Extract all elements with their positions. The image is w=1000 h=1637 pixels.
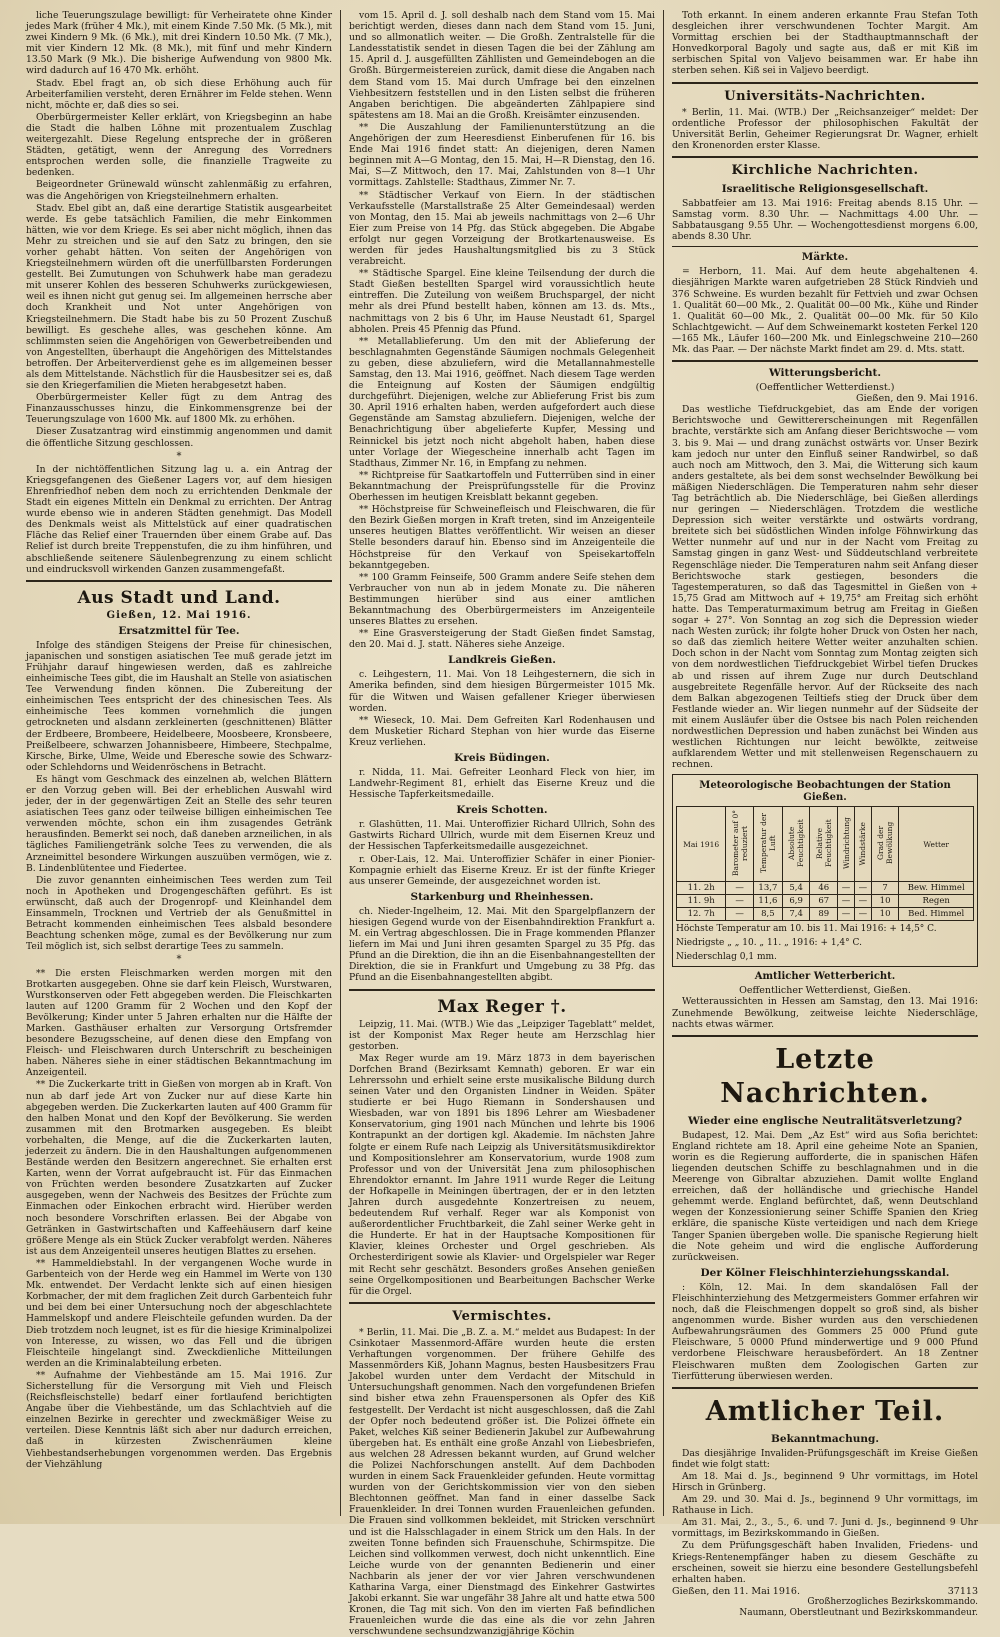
tea-paragraph: Es hängt vom Geschmack des einzelnen ab, welchen Blättern er den Vorzug geben will. Bei der erheblichen Auswahl wird jeder, der in der gegenwärtigen Zeit an Stelle des sehr teuren asiatischen Tees ganz oder teilweise billigen einheimischen Tee verwenden möchte, schon ein ihm zusagendes Getränk herausfinden. Bemerkt sei noch, daß daneben arzneilichen, in als tägliches Familiengetränk solche Tees zu verwenden, die als Arzneimittel besondere Wirkungen auszuüben vermögen, wie z. B. Lindenblütentee und Fiedertee. (26, 773, 332, 874)
met-cell: — (854, 908, 871, 921)
met-cell: — (854, 895, 871, 908)
landkreis-paragraph: ** Wieseck, 10. Mai. Dem Gefreiten Karl Rodenhausen und dem Musketier Richard Stephan von hier wurde das Eiserne Kreuz verliehen. (349, 714, 655, 748)
letzte-sub2: Der Kölner Fleischhinterziehungsskandal. (700, 1266, 950, 1279)
wetter-title: Witterungsbericht. (768, 367, 882, 380)
met-cell: — (838, 908, 855, 921)
met-cell: — (854, 882, 871, 895)
vermischtes-paras (349, 1327, 655, 1637)
bek-number: 37113 (947, 1585, 978, 1597)
wetter-para: Das westliche Tiefdruckgebiet, das am Ende der vorigen Berichtswoche und Gewittererscheinungen mit Regenfällen brachte, verstärkte sich am Anfang dieser Berichtswoche — vom 3. bis 9. Mai — und drang zunächst ostwärts vor. Unser Bezirk kam jedoch nur unter den Einfluß seiner Randwirbel, so daß auch noch am Mittwoch, den 3. Mai, die Witterung sich kaum anders gestaltete, als bei dem sonst wechselnder Bewölkung bei mäßigen Niederschlägen. Die Temperaturen nahm sehr dieser Tag beträchtlich ab. Die Niederschläge, bei Gießen allerdings nur geringen — Niederschlägen. Trotzdem die westliche Depression sich weiter verstärkte und ostwärts vordrang, breitete sich bei südöstlichen Winden infolge Föhnwirkung das Wetter nunmehr auf und nur in der Nacht vom Freitag zu Samstag gingen in ganz West- und Süddeutschland verbreitete Regenschläge nieder. Die Temperaturen nahm seit Anfang dieser Berichtswoche stark gestiegen, besonders die Tagestemperaturen, so daß das Tagesmittel in Gießen von + 15,75 Grad am Mittwoch auf + 19,75° am Freitag sich erhöht hatte. Das Temperaturmaximum betrug am Freitag in Gießen sogar + 27°. Von Sonntag an zog sich die Depression wieder nach Westen zurück; ihr folgte hoher Druck von Osten her nach, so daß das ziemlich heitere Wetter weiter anzuhalten schien. Doch schon in der Nacht vom Sonntag zum Montag zeigten sich von dem nordwestlichen Tiefdruckgebiet Wirbel tiefen Druckes ab und rissen auf ihrem Zuge nur durch Deutschland ausgebreitete Regenfälle hervor. Auf der Rückseite des nach dem Balkan abgezogenen Teiltiefs stieg der Druck über dem Festlande wieder an. Wir liegen nunmehr auf der Südseite der mit einem Ausläufer über die Ostsee bis nach Polen reichenden nordwestlichen Depression und haben zunächst bei Winden aus westlichen Richtungen nur leicht bewölkte, zeitweise aufklarendem Wetter und mit stellenweisen Regenschauern zu rechnen. (672, 404, 978, 771)
bek-paragraph: Am 31. Mai, 2., 3., 5., 6. und 7. Juni d. Js., beginnend 9 Uhr vormittags, im Bezirkskommando in Gießen. (672, 1517, 978, 1540)
amtl-wetter-title: Amtlicher Wetterbericht. (754, 971, 896, 983)
met-header-cell (810, 807, 838, 882)
meteorological-box (672, 774, 978, 967)
bek-paragraph: Am 29. und 30. Mai d. Js., beginnend 9 Uhr vormittags, im Rathause in Lich. (672, 1494, 978, 1517)
article-paragraph: Stadv. Ebel fragt an, ob sich diese Erhöhung auch für Arbeiterfamilien versteht, deren Ernährer im Felde stehen. Wenn nicht, möchte er, daß dies so sei. (26, 77, 332, 111)
met-row (677, 895, 974, 908)
reger-paragraph: Max Reger wurde am 19. März 1873 in dem bayerischen Dorfchen Brand (Bezirksamt Kemnath) geboren. Er war ein Lehrerssohn und erhielt seine erste musikalische Bildung durch seinen Vater und den Organisten Lindner in Weiden. Später studierte er bei Hugo Riemann in Sondershausen und Wiesbaden, war von 1891 bis 1896 Lehrer am Wiesbadener Konservatorium, ging 1901 nach München und lehrte bis 1906 Kontrapunkt an der dortigen kgl. Akademie. Im nächsten Jahre folgte er einem Rufe nach Leipzig als Universitätsmusikdirektor und Kompositionslehrer am Konservatorium, wurde 1908 zum Professor und von der Universität Jena zum philosophischen Ehrendoktor ernannt. Im Jahre 1911 wurde Reger die Leitung der Hofkapelle in Meiningen übertragen, der er in den letzten Jahren durch ausgedehnte Konzertreisen zu neuem, bedeutendem Ruf verhalf. Reger war als Komponist von außerordentlicher Fruchtbarkeit, die Zahl seiner Werke geht in die Hunderte. Er hat in der Hauptsache Kompositionen für Klavier, kleines Orchester und Orgel geschrieben. Als Orchesterdirigent sowie als Klavier- und Orgelspieler war Reger mit Recht sehr geschätzt. Besonders großes Ansehen genießen seine Orgelkompositionen und Bearbeitungen Bachscher Werke für die Orgel. (349, 1052, 655, 1297)
bek-date: Gießen, den 11. Mai 1916. (672, 1585, 800, 1597)
met-cell: 8,5 (754, 908, 783, 921)
met-row (677, 882, 974, 895)
buedingen-para: r. Nidda, 11. Mai. Gefreiter Leonhard Fleck von hier, im Landwehr-Regiment 81, erhielt das Eiserne Kreuz und die Hessische Tapferkeitsmedaille. (349, 767, 655, 801)
article-paragraph: Oberbürgermeister Keller erklärt, von Kriegsbeginn an habe die Stadt die halben Löhne mit prozentualem Zuschlag weitergezahlt. Diese Regelung entspreche der in größeren Städten, getätigt, wenn der Anregung des Vorredners entsprochen werden solle, die finanzielle Tragweite zu bedenken. (26, 111, 332, 179)
maerkte-title: Märkte. (801, 251, 849, 264)
news-paragraph: ** Die Auszahlung der Familienunterstützung an die Angehörigen der zum Heeresdienst Einberufenen für 16. bis Ende Mai 1916 findet statt: An diejenigen, deren Namen beginnen mit A—G Montag, den 15. Mai, H—R Dienstag, den 16. Mai, S—Z Mittwoch, den 17. Mai, Zahlstunden von 8—1 Uhr vormittags. Zahlstelle: Stadthaus, Zimmer Nr. 7. (349, 121, 655, 189)
news-paragraph: ** Die ersten Fleischmarken werden morgen mit den Brotkarten ausgegeben. Ohne sie darf kein Fleisch, Wurstwaren, Wurstkonserven oder Fett abgegeben werden. Die Fleischkarten lauten auf 1200 Gramm für 2 Wochen und den Kopf der Bevölkerung; Kinder unter 5 Jahren erhalten nur die Hälfte der Marken. Gasthäuser erhalten zur Versorgung Ortsfremder besondere Bezugsscheine, auf denen diese den Empfang von Fleisch- und Fleischwaren durch Unterschrift zu bescheinigen haben. Näheres siehe in einer städtischen Bekanntmachung im Anzeigenteil. (26, 967, 332, 1079)
tea-paragraph: Die zuvor genannten einheimischen Tees werden zum Teil noch in Apotheken und Drogengeschäften geführt. Es ist erwünscht, daß auch der Drogenropf- und Kleinhandel dem Einsammeln, Trocknen und Vertrieb der als Genußmittel in Betracht kommenden einheimischen Tees alsbald besondere Beachtung schenken möge, zumal es der Bevölkerung nur zum Teil möglich ist, sich selbst derartige Tees zu sammeln. (26, 874, 332, 953)
news-paragraph: ** Eine Grasversteigerung der Stadt Gießen findet Samstag, den 20. Mai d. J. statt. Näheres siehe Anzeige. (349, 628, 655, 651)
met-foot-min: Niedrigste „ „ 10. „ 11. „ 1916: + 1,4° C. (676, 938, 862, 949)
kirch-para: Sabbatfeier am 13. Mai 1916: Freitag abends 8.15 Uhr. — Samstag vorm. 8.30 Uhr. — Nachmittags 4.00 Uhr. — Sabbatausgang 9.55 Uhr. — Wochengottesdienst morgens 6.00, abends 8.30 Uhr. (672, 197, 978, 243)
met-cell: 7 (871, 882, 899, 895)
met-cell: 12. 7h (677, 908, 726, 921)
univ-title: Universitäts-Nachrichten. (724, 88, 926, 104)
met-header-cell (677, 807, 726, 882)
met-cell: — (726, 908, 754, 921)
schotten-paras (349, 819, 655, 887)
met-cell: Bew. Himmel (899, 882, 974, 895)
met-cell: — (726, 895, 754, 908)
news-paragraph: ** Die Zuckerkarte tritt in Gießen von morgen ab in Kraft. Von nun ab darf jede Art von Zucker nur auf diese Karte hin abgegeben werden. Die Zuckerkarten lauten auf 400 Gramm für den halben Monat und den Kopf der Bevölkerung. Sie werden zusammen mit den Brotmarken ausgegeben. Es bleibt vorbehalten, die Menge, auf die die Zuckerkarten lauten, jederzeit zu ändern. Die in den Haushaltungen aufgenommenen Bestände werden den Besitzern angerechnet. Sie erhalten erst Karten, wenn der Vorrat aufgebraucht ist. Für das Einmachen von Früchten werden besondere Zusatzkarten auf Zucker ausgegeben, wenn der Nachweis des Besitzes der Früchte zum Einmachen oder Einkochen erbracht wird. Hierüber werden noch besondere Vorschriften erlassen. Bei der Abgabe von Getränken in Gastwirtschaften und Kaffeehäusern darf keine größere Menge als ein Stück Zucker verabfolgt werden. Näheres ist aus dem Anzeigenteil unseres heutigen Blattes zu ersehen. (26, 1079, 332, 1257)
schotten-title: Kreis Schotten. (456, 804, 548, 817)
buedingen-title: Kreis Büdingen. (454, 752, 550, 764)
col1-news-paras (26, 968, 332, 1470)
bek-title: Bekanntmachung. (771, 1432, 879, 1445)
letzte-para1: Budapest, 12. Mai. Dem „Az Est“ wird aus Sofia berichtet: England richtete am 18. April eine geheime Note an Spanien, worin es die Regierung aufforderte, die in spanischen Häfen liegenden deutschen Schiffe zu beschlagnahmen und in die Meerenge von Gibraltar abzuziehen. Damit wollte England erreichen, daß der holländische und griechische Handel gehemmt werde. England befürchtet, daß, wenn Deutschland wegen der Konzessionierung seiner Schiffe Spanien den Krieg erkläre, die spanische Küste verteidigen und nach dem Kriege Tanger Spanien übergeben wolle. Die spanische Regierung hielt die Note geheim und wird die englische Aufforderung zurückweisen. (672, 1129, 978, 1263)
reger-paragraph: Leipzig, 11. Mai. (WTB.) Wie das „Leipziger Tageblatt“ meldet, ist der Komponist Max Reger heute am Herzschlag hier gestorben. (349, 1018, 655, 1052)
met-header-cell (726, 807, 754, 882)
landkreis-title: Landkreis Gießen. (448, 654, 556, 667)
met-cell: — (726, 882, 754, 895)
met-header-cell (871, 807, 899, 882)
met-header-label: Grad der Bewölkung (876, 822, 895, 865)
met-cell: 10 (871, 895, 899, 908)
reger-paras (349, 1019, 655, 1297)
news-paragraph: ** Hammeldiebstahl. In der vergangenen Woche wurde in Garbenteich von der Herde weg ein Hammel im Werte von 130 Mk. entwendet. Der Verdacht lenkte sich auf einen hiesigen Korbmacher, der mit dem fraglichen Zeit durch Garbenteich fuhr und bei dem bei einer Untersuchung noch der abgeschlachtete Hammelskopf und andere Fleischteile gefunden wurden. Da der Dieb trotzdem noch leugnet, ist es für die hiesige Kriminalpolizei von Interesse, zu wissen, wo das Fell und die übrigen Fleischteile hingelangt sind. Zweckdienliche Mitteilungen werden an die Kriminalabteilung erbeten. (26, 1257, 332, 1369)
vermischtes-paragraph: * Berlin, 11. Mai. Die „B. Z. a. M.“ meldet aus Budapest: In der Csinkotaer Massenmord-Affäre wurden heute die ersten Verhaftungen vorgenommen. Der frühere Gehilfe des Massenmörders Kiß, Johann Magnus, besten Hausbesitzers Frau Jakobel wurden unter dem Verdacht der Mitschuld in Untersuchungshaft genommen. Nach den vorgefundenen Briefen sind bisher etwa zehn Frauenspersonen als Opfer des Kiß festgestellt. Der Verdacht ist nicht ausgeschlossen, daß die Zahl der Opfer noch bedeutend größer ist. Die Polizei öffnete ein Paket, welches Kiß seiner Bedienerin Jakubel zur Aufbewahrung übergeben hat. Es enthält eine große Anzahl von Liebesbriefen, aus welchen 28 Adressen bekannt wurden, auf Grund welcher die Polizei Nachforschungen anstellt. Auf dem Dachboden wurden in einem Sack Frauenkleider gefunden. Heute vormittag wurden von der Gerichtskommission vier von den sieben Blechtonnen geöffnet. Man fand in einer dasselbe Sack Frauenkleider. In drei Tonnen wurden Frauenleichen gefunden. Die Frauen sind vollkommen bekleidet, mit Stricken verschnürt und ist die Halsschlagader in einem Strick um den Hals. In der zweiten Tonne befinden sich Frauenschuhe, Schirmspitze. Die Leichen sind vollkommen verwest, doch nicht unkenntlich. Eine Leiche wurde von der genannten Bedienerin und einer Nachbarin als jener der vor vier Jahren verschwundenen Katharina Varga, einer Dienstmagd des Einkehrer Gastwirtes Jakobi erkannt. Sie war ungefähr 38 Jahre alt und hatte etwa 500 Kronen, die Tag mit sich. Von den im vierten Faß befindlichen Frauenleichen wurde die das eine als die vor zehn Jahren verschwundene sechsundzwanzigjährige Köchin (349, 1326, 655, 1637)
met-title: Meteorologische Beobachtungen der Station Gießen. (699, 780, 951, 804)
tea-paragraph: Infolge des ständigen Steigens der Preise für chinesischen, japanischen und sonstigen asiatischen Tee muß gerade jetzt im Frühjahr darauf hingewiesen werden, daß es zahlreiche einheimische Tees gibt, die im Haushalt an Stelle von asiatischen Tee Verwendung finden können. Die Zubereitung der einheimischen Tees entspricht der des chinesischen Tees. Als einheimische Tees kommen vornehmlich die jungen getrockneten und alsdann zerkleinerten (geschnittenen) Blätter der Erdbeere, Brombeere, Heidelbeere, Moosbeere, Kronsbeere, Preißelbeere, schwarzen Johannisbeere, Himbeere, Stechpalme, Kirsche, Birke, Ulme, Weide und Eberesche sowie des Schwarz- oder Schlehdorns und Weidenröschens in Betracht. (26, 639, 332, 773)
tea-paras (26, 640, 332, 953)
news-paragraph: ** Städtischer Verkauf von Eiern. In der städtischen Verkaufsstelle (Marstallstraße 25 Alter Gemeindesaal) werden von Montag, den 15. Mai ab jeweils nachmittags von 2—6 Uhr Eier zum Preise von 14 Pfg. das Stück abgegeben. Die Abgabe erfolgt nur gegen Vorzeigung der Brotkartenausweise. Es werden für jedes Haushaltungsmitglied bis zu 3 Stück verabreicht. (349, 189, 655, 268)
met-cell: 13,7 (754, 882, 783, 895)
univ-para: * Berlin, 11. Mai. (WTB.) Der „Reichsanzeiger“ meldet: Der ordentliche Professor der philosophischen Fakultät der Universität Berlin, Geheimer Regierungsrat Dr. Wagner, erhielt den Kronenorden erster Klasse. (672, 106, 978, 151)
column-3 (663, 10, 986, 1618)
letzte-para2: : Köln, 12. Mai. In dem skandalösen Fall der Fleischhinterziehung des Metzgermeisters Gommer erfahren wir noch, daß die Fleischmengen doppelt so groß sind, als bisher angenommen wurde. Bisher wurden aus den verschiedenen Aufbewahrungsräumen des Gommers 25 000 Pfund gute Fleischware, 5 0000 Pfund minderwertige und 9 000 Pfund verdorbene Fleischware herausbefördert. An 18 Zentner Fleischwaren mußten dem Zoologischen Garten zur Tierfütterung überwiesen werden. (672, 1281, 978, 1382)
column-2 (340, 10, 663, 1637)
bek-paras (672, 1448, 978, 1585)
met-cell: 67 (810, 895, 838, 908)
news-paragraph: ** Metallablieferung. Um den mit der Ablieferung der beschlagnahmten Gegenstände Säumigen nochmals Gelegenheit zu geben, diese abzuliefern, wird die Metallannahmestelle Samstag, den 13. Mai 1916, geöffnet. Nach diesem Tage werden die Enteignung auf Kosten der Säumigen endgültig durchgeführt. Diejenigen, welche zur Ablieferung Frist bis zum 30. April 1916 erhalten haben, werden aufgefordert auch diese Gegenstände am Samstag abzuliefern. Diejenigen, welche der Benachrichtigung über abgelieferte Kupfer, Messing und Reinnickel bis jetzt noch nicht abgeholt haben, haben diese unter Vorlage der Wiegescheine innerhalb acht Tagen im Stadthaus, Zimmer Nr. 16, in Empfang zu nehmen. (349, 335, 655, 469)
met-header-label: Windrichtung (841, 817, 851, 870)
wetter-sub: (Oeffentlicher Wetterdienst.) (755, 382, 895, 394)
news-paragraph: ** Richtpreise für Saatkartoffeln und Futterrüben sind in einer Bekanntmachung der Preisprüfungsstelle für die Provinz Oberhessen im heutigen Kreisblatt bekannt gegeben. (349, 469, 655, 504)
met-header-cell (854, 807, 871, 882)
news-paragraph: ** Städtische Spargel. Eine kleine Teilsendung der durch die Stadt Gießen bestellten Spargel wird voraussichtlich heute eintreffen. Die Zuteilung von weißem Bruchspargel, der nicht mehr als drei Pfund bestellt haben, können am 13. ds. Mts., nachmittags von 2 bis 6 Uhr, im Hause Neustadt 61, Spargel abholen. Preis 45 Pfennig das Pfund. (349, 268, 655, 335)
kirch-sub: Israelitische Religionsgesellschaft. (721, 182, 929, 195)
met-cell: 11. 9h (677, 895, 726, 908)
met-cell: — (838, 882, 855, 895)
starkenburg-title: Starkenburg und Rheinhessen. (410, 890, 594, 903)
met-row (677, 908, 974, 921)
met-header-label: Wetter (923, 839, 949, 849)
met-cell: Regen (899, 895, 974, 908)
met-cell: 11,6 (754, 895, 783, 908)
wetter-date: Gießen, den 9. Mai 1916. (856, 393, 978, 405)
article-paragraph: Dieser Zusatzantrag wird einstimmig angenommen und damit die öffentliche Sitzung geschlossen. (26, 426, 332, 449)
bek-sig1: Großherzogliches Bezirkskommando. (807, 1596, 978, 1607)
maerkte-para: = Herborn, 11. Mai. Auf dem heute abgehaltenen 4. diesjährigen Markte waren aufgetrieben 28 Stück Rindvieh und 376 Schweine. Es wurden bezahlt für Fettvieh und zwar Ochsen 1. Qualität 60—00 Mk., 2. Qualität 00—00 Mk., Kühe und Rinder 1. Qualität 60—00 Mk., 2. Qualität 00—00 Mk. für 50 Kilo Schlachtgewicht. — Auf dem Schweinemarkt kosteten Ferkel 120—165 Mk., Läufer 160—200 Mk. und Einlegschweine 210—260 Mk. das Paar. — Der nächste Markt findet am 29. d. Mts. statt. (672, 266, 978, 355)
kirch-title: Kirchliche Nachrichten. (731, 162, 919, 178)
landkreis-paras (349, 669, 655, 748)
met-cell: 46 (810, 882, 838, 895)
article-paragraph: Stadv. Ebel gibt an, daß eine derartige Statistik ausgearbeitet werde. Es gebe tatsächlich Familien, die mehr Einkommen hätten, wie vor dem Kriege. Es sei aber nicht möglich, ihnen das Mehr zu streichen und sie auf den Satz zu bringen, den sie vorher gehabt hätten. Von seiten der Angehörigen von Kriegsteilnehmern würden oft die unerfüllbarsten Forderungen gestellt. Bei Zumutungen von Schuhwerk habe man geradezu mit unserer Kohlen des besseren Schuhwerks zurückgewiesen, weil es ihnen nicht gut genug sei. Im allgemeinen herrsche aber doch Krankheit und Not unter Angehörigen von Kriegsteilnehmern. Die Stadt habe bis zu 50 Prozent Zuschuß bewilligt. Es geschehe alles, was geschehen könne. Am schlimmsten seien die Angehörigen von Gewerbetreibenden und von Angestellten, überhaupt die Angehörigen des Mittelstandes betroffen. Der Arbeiterverdienst gehe es im allgemeinen besser als dem Mittelstande. Nächstlich für die Hausbesitzer sei es, daß sie den Kriegerfamilien die Mieten herabgesetzt haben. (26, 202, 332, 392)
col1-top-paras (26, 10, 332, 449)
met-header-cell (782, 807, 810, 882)
met-header-cell (754, 807, 783, 882)
met-cell: 5,4 (782, 882, 810, 895)
dateline: Gießen, 12. Mai 1916. (106, 609, 252, 621)
met-table (676, 806, 974, 921)
bek-sig2: Naumann, Oberstleutnant und Bezirkskommandeur. (739, 1608, 978, 1618)
met-header-cell (838, 807, 855, 882)
schotten-paragraph: r. Glashütten, 11. Mai. Unteroffizier Richard Ullrich, Sohn des Gastwirts Richard Ullrich, wurde mit dem Eisernen Kreuz und der Hessischen Tapferkeitsmedaille ausgezeichnet. (349, 819, 655, 853)
reger-title: Max Reger †. (437, 996, 567, 1017)
met-cell: 7,4 (782, 908, 810, 921)
met-foot-rain: Niederschlag 0,1 mm. (676, 952, 777, 963)
met-header-cell (899, 807, 974, 882)
landkreis-paragraph: c. Leihgestern, 11. Mai. Von 18 Leihgesternern, die sich in Amerika befinden, sind dem hiesigen Bürgermeister 1015 Mk. für die Witwen und Waisen gefallener Krieger überwiesen worden. (349, 669, 655, 714)
article-paragraph: Beigeordneter Grünewald wünscht zahlenmäßig zu erfahren, was die Angehörigen von Kriegsteilnehmern erhalten. (26, 179, 332, 202)
schotten-paragraph: r. Ober-Lais, 12. Mai. Unteroffizier Schäfer in einer Pionier-Kompagnie erhielt das Eiserne Kreuz. Er ist der fünfte Krieger aus unserer Gemeinde, der ausgezeichnet worden ist. (349, 853, 655, 887)
met-cell: 10 (871, 908, 899, 921)
vermischtes-title: Vermischtes. (452, 1308, 552, 1324)
article-paragraph: liche Teuerungszulage bewilligt: für Verheiratete ohne Kinder jedes Mark (früher 4 Mk.), mit einem Kinde 7.50 Mk. (5 Mk.), mit zwei Kindern 9 Mk. (6 Mk.), mit drei Kindern 10.50 Mk. (7 Mk.), mit vier Kindern 12 Mk. (8 Mk.), mit fünf und mehr Kindern 13.50 Mark (9 Mk.). Die bisherige Aufwendung von 9800 Mk. wird dadurch auf 16 470 Mk. erhöht. (26, 10, 332, 77)
bek-paragraph: Das diesjährige Invaliden-Prüfungsgeschäft im Kreise Gießen findet wie folgt statt: (672, 1447, 978, 1470)
met-cell: 6,9 (782, 895, 810, 908)
letzte-sub1: Wieder eine englische Neutralitätsverletzung? (687, 1114, 963, 1127)
article-paragraph: Oberbürgermeister Keller fügt zu dem Antrag des Finanzausschusses hinzu, die Einkommensgrenze bei der Teuerungszulage von 1600 Mk. auf 1800 Mk. zu erhöhen. (26, 392, 332, 426)
news-paragraph: ** 100 Gramm Feinseife, 500 Gramm andere Seife stehen dem Verbraucher von nun ab in jedem Monate zu. Die näheren Bestimmungen hierüber sind aus einer amtlichen Bekanntmachung des Oberbürgermeisters im Anzeigenteile unseres Blattes zu ersehen. (349, 571, 655, 628)
col2-news-paras (349, 10, 655, 650)
tea-title: Ersatzmittel für Tee. (118, 624, 240, 637)
news-paragraph: ** Aufnahme der Viehbestände am 15. Mai 1916. Zur Sicherstellung für die Versorgung mit Vieh und Fleisch (Reichsfleischstelle) bedarf einer fortlaufend berichtigten Angabe über die Viehbestände, um das Schlachtvieh auf die einzelnen Bezirke in gerechter und zweckmäßiger Weise zu verteilen. Diese Kenntnis läßt sich aber nur dadurch erreichen, daß in kürzesten Zwischenräumen kleine Viehbestandserhebungen vorgenommen werden. Das Ergebnis der Viehzählung (26, 1369, 332, 1470)
met-header-label: Barometer auf 0° reduziert (730, 810, 749, 877)
nonpublic-session-para: In der nichtöffentlichen Sitzung lag u. a. ein Antrag der Kriegsgefangenen des Gießener Lagers vor, auf dem hiesigen Ehrenfriedhof neben dem noch zu errichtenden Denkmale der Stadt ein eigenes Mitteln ein Denkmal zu errichten. Der Antrag wurde ebenso wie in anderen Städten genehmigt. Das Modell des Denkmals weist als Mittelstück auf einer quadratischen Fläche das Relief einer Trauernden über einem Grabe auf. Das Relief ist durch breite Treppenstufen, die zu ihm hinführen, und abschließende seitenere Säulenbegrenzung zu einem schlicht und eindrucksvoll wirkenden Ganzen zusammengefaßt. (26, 463, 332, 575)
met-header-label: Temperatur der Luft (758, 813, 777, 874)
letzte-title: Letzte Nachrichten. (720, 1043, 930, 1109)
met-header-label: Mai 1916 (683, 839, 720, 849)
met-foot-max: Höchste Temperatur am 10. bis 11. Mai 1916: + 14,5° C. (676, 924, 937, 935)
starkenburg-para: ch. Nieder-Ingelheim, 12. Mai. Mit den Spargelpflanzern der hiesigen Gegend wurde von der Eisenbahndirektion Frankfurt a. M. ein Vertrag abgeschlossen. Die in Frage kommenden Pflanzer liefern im Mai und Juni ihren gesamten Spargel zu 35 Pfg. das Pfund an die Direktion, die ihn an die Eisenbahnangestellten der Direktion, die sie in Frankfurt und Umgebung zu 38 Pfg. das Pfund an die Eisenbahnangestellten abgibt. (349, 905, 655, 984)
section-title-stadt-land: Aus Stadt und Land. (77, 587, 281, 608)
news-paragraph: ** Höchstpreise für Schweinefleisch und Fleischwaren, die für den Bezirk Gießen morgen in Kraft treten, sind im Anzeigenteile unseres heutigen Blattes veröffentlicht. Wir weisen an dieser Stelle besonders darauf hin. Ebenso sind im Anzeigenteile die Höchstpreise für den Verkauf von Speisekartoffeln bekanntgegeben. (349, 504, 655, 571)
met-cell: 11. 2h (677, 882, 726, 895)
amtl-teil-title: Amtlicher Teil. (705, 1395, 945, 1427)
col3-top-para: Toth erkannt. In einem anderen erkannte Frau Stefan Toth desgleichen ihrer verschwundenen Tochter Margit. Am Vormittag erschien bei der Stadthauptmannschaft der Honvedkorporal Bagoly und sagte aus, daß er mit Kiß im serbischen Spital von Valjevo beisammen war. Er habe ihn sterben sehen. Kiß sei in Valjevo beerdigt. (672, 10, 978, 77)
met-cell: — (838, 895, 855, 908)
bek-paragraph: Am 18. Mai d. Js., beginnend 9 Uhr vormittags, im Hotel Hirsch in Grünberg. (672, 1470, 978, 1493)
met-header-label: Relative Feuchtigkeit (814, 819, 833, 868)
met-cell: Bed. Himmel (899, 908, 974, 921)
news-paragraph: vom 15. April d. J. soll deshalb nach dem Stand vom 15. Mai berichtigt werden, dieses dann nach dem Stand vom 15. Juni, und so allmonatlich weiter. — Die Großh. Zentralstelle für die Landesstatistik sendet in diesen Tagen die bei der Zählung am 15. April d. J. ausgefüllten Zähllisten und Gemeindebogen an die Großh. Bürgermeistereien zurück, damit diese die Angaben nach dem Stand vom 15. Mai durch Umfrage bei den einzelnen Viehbesitzern feststellen und in den Listen selbst die früheren Angaben berichtigen. Die abgeänderten Zählpapiere sind spätestens am 18. Mai an die Großh. Kreisämter einzusenden. (349, 10, 655, 121)
met-header-label: Absolute Feuchtigkeit (787, 819, 806, 868)
amtl-wetter-sub: Oeffentlicher Wetterdienst, Gießen. (739, 985, 911, 997)
bek-paragraph: Zu dem Prüfungsgeschäft haben Invaliden, Friedens- und Kriegs-Rentenempfänger haben zu diesem Geschäfte zu erscheinen, soweit sie hierzu eine besondere Gestellungsbefehl erhalten haben. (672, 1540, 978, 1585)
column-1: liche Teuerungszulage bewilligt: für Verheiratete ohne Kinder jedes Mark (früher 4 Mk.), mit einem Kinde 7.50 Mk. (5 Mk.), mit zwei Kindern 9 Mk. (6 Mk.), mit drei Kindern 10.50 Mk. (7 Mk.), mit vier Kindern 12 Mk. (8 Mk.), mit fünf und mehr Kindern 13.50 Mark (9 Mk.). Die bisherige Aufwendung von 9800 Mk. wird dadurch auf 16 470 Mk. erhöht. Stadv. Ebel fragt an, ob sich diese Erhöhung auch für Arbeiterfamilien versteht, deren Ernährer im Felde stehen. Wenn nicht, möchte er, daß dies so sei. Oberbürgermeister Keller erklärt, von Kriegsbeginn an habe die Stadt die halben Löhne mit prozentualem Zuschlag weitergezahlt. Diese Regelung entspreche der in größeren Städten, getätigt, wenn der Anregung des Vorredners entsprochen werden solle, die finanzielle Tragweite zu bedenken. Beigeordneter Grünewald wünscht zahlenmäßig zu erfahren, was die Angehörigen von Kriegsteilnehmern erhalten. Stadv. Ebel gibt an, daß eine derartige Statistik ausgearbeitet werde. Es gebe tatsächlich Familien, die mehr Einkommen hätten, wie vor dem Kriege. Es sei aber nicht möglich, ihnen das Mehr zu streichen und sie auf den Satz zu bringen, den sie vorher gehabt hätten. Von seiten der Angehörigen von Kriegsteilnehmern würden oft die unerfüllbarsten Forderungen gestellt. Bei Zumutungen von Schuhwerk habe man geradezu mit unserer Kohlen des besseren Schuhwerks zurückgewiesen, weil es ihnen nicht gut genug sei. Im allgemeinen herrsche aber doch Krankheit und Not unter Angehörigen von Kriegsteilnehmern. Die Stadt habe bis zu 50 Prozent Zuschuß bewilligt. Es geschehe alles, was geschehen könne. Am schlimmsten seien die Angehörigen von Gewerbetreibenden und von Angestellten, überhaupt die Angehörigen des Mittelstandes betroffen. Der Arbeiterverdienst gehe es im allgemeinen besser als dem Mittelstande. Nächstlich für die Hausbesitzer sei es, daß sie den Kriegerfamilien die Mieten herabgesetzt haben. Oberbürgermeister Keller fügt zu dem Antrag des Finanzausschusses hinzu, die Einkommensgrenze bei der Teuerungszulage von 1600 Mk. auf 1800 Mk. zu erhöhen. Dieser Zusatzantrag wird einstimmig angenommen und damit die öffentliche Sitzung geschlossen. * In der nichtöffentlichen Sitzung lag u. a. ein Antrag der Kriegsgefangenen des Gießener Lagers vor, auf dem hiesigen Ehrenfriedhof neben dem noch zu errichtenden Denkmale der Stadt ein eigenes Mitteln ein Denkmal zu errichten. Der Antrag wurde ebenso wie in anderen Städten genehmigt. Das Modell des Denkmals weist als Mittelstück auf einer quadratischen Fläche das Relief einer Trauernden über einem Grabe auf. Das Relief ist durch breite Treppenstufen, die zu ihm hinführen, und abschließende seitenere Säulenbegrenzung zu einem schlicht und eindrucksvoll wirkenden Ganzen zusammengefaßt. Aus Stadt und Land. Gießen, 12. Mai 1916. Ersatzmittel für Tee. Infolge des ständigen Steigens der Preise für chinesischen, japanischen und sonstigen asiatischen Tee muß gerade jetzt im Frühjahr darauf hingewiesen werden, daß es zahlreiche einheimische Tees gibt, die im Haushalt an Stelle von asiatischen Tee Verwendung finden können. Die Zubereitung der einheimischen Tees entspricht der des chinesischen Tees. Als einheimische Tees kommen vornehmlich die jungen getrockneten und alsdann zerkleinerten (geschnittenen) Blätter der Erdbeere, Brombeere, Heidelbeere, Moosbeere, Kronsbeere, Preißelbeere, schwarzen Johannisbeere, Himbeere, Stechpalme, Kirsche, Birke, Ulme, Weide und Eberesche sowie des Schwarz- oder Schlehdorns und Weidenröschens in Betracht. Es hängt vom Geschmack des einzelnen ab, welchen Blättern er den Vorzug geben will. Bei der erheblichen Auswahl wird jeder, der in der gegenwärtigen Zeit an Stelle des sehr teuren asiatischen Tees ganz oder teilweise billigen einheimischen Tee verwenden möchte, schon ein ihm zusagendes Getränk herausfinden. Bemerkt sei noch, daß daneben arzneilichen, in als tägliches Familiengetränk solche Tees zu verwenden, die als Arzneimittel besondere Wirkungen auszuüben vermögen, wie z. B. Lindenblütentee und Fiedertee. Die zuvor genannten einheimischen Tees werden zum Teil noch in Apotheken und Drogengeschäften geführt. Es ist erwünscht, daß auch der Drogenropf- und Kleinhandel dem Einsammeln, Trocknen und Vertrieb der als Genußmittel in Betracht kommenden einheimischen Tees alsbald besondere Beachtung schenken möge, zumal es der Bevölkerung nur zum Teil möglich ist, sich selbst derartige Tees zu sammeln. * ** Die ersten Fleischmarken werden morgen mit den Brotkarten ausgegeben. Ohne sie darf kein Fleisch, Wurstwaren, Wurstkonserven oder Fett abgegeben werden. Die Fleischkarten lauten auf 1200 Gramm für 2 Wochen und den Kopf der Bevölkerung; Kinder unter 5 Jahren erhalten nur die Hälfte der Marken. Gasthäuser erhalten zur Versorgung Ortsfremder besondere Bezugsscheine, auf denen diese den Empfang von Fleisch- und Fleischwaren durch Unterschrift zu bescheinigen haben. Näheres siehe in einer städtischen Bekanntmachung im Anzeigenteil. ** Die Zuckerkarte tritt in Gießen von morgen ab in Kraft. Von nun ab darf jede Art von Zucker nur auf diese Karte hin abgegeben werden. Die Zuckerkarten lauten auf 400 Gramm für den halben Monat und den Kopf der Bevölkerung. Sie werden zusammen mit den Brotmarken ausgegeben. Es bleibt vorbehalten, die Menge, auf die die Zuckerkarten lauten, jederzeit zu ändern. Die in den Haushaltungen aufgenommenen Bestände werden den Besitzern angerechnet. Sie erhalten erst Karten, wenn der Vorrat aufgebraucht ist. Für das Einmachen von Früchten werden besondere Zusatzkarten auf Zucker ausgegeben, wenn der Nachweis des Besitzes der Früchte zum Einmachen oder Einkochen erbracht wird. Hierüber werden noch besondere Vorschriften erlassen. Bei der Abgabe von Getränken in Gastwirtschaften und Kaffeehäusern darf keine größere Menge als ein Stück Zucker verabfolgt werden. Näheres ist aus dem Anzeigenteil unseres heutigen Blattes zu ersehen. ** Hammeldiebstahl. In der vergangenen Woche wurde in Garbenteich von der Herde weg ein Hammel im Werte von 130 Mk. entwendet. Der Verdacht lenkte sich auf einen hiesigen Korbmacher, der mit dem fraglichen Zeit durch Garbenteich fuhr und bei dem bei einer Untersuchung noch der abgeschlachtete Hammelskopf und andere Fleischteile gefunden wurden. Da der Dieb trotzdem noch leugnet, ist es für die hiesige Kriminalpolizei von Interesse, zu wissen, wo das Fell und die übrigen Fleischteile hingelangt sind. Zweckdienliche Mitteilungen werden an die Kriminalabteilung erbeten. ** Aufnahme der Viehbestände am 15. Mai 1916. Zur Sicherstellung für die Versorgung mit Vieh und Fleisch (Reichsfleischstelle) bedarf einer fortlaufend berichtigten Angabe über die Viehbestände, um das Schlachtvieh auf die einzelnen Bezirke in gerechter und zweckmäßiger Weise zu verteilen. Diese Kenntnis läßt sich aber nur dadurch erreichen, daß in kürzesten Zwischenräumen kleine Viehbestandserhebungen vorgenommen werden. Das Ergebnis der Viehzählung (26, 10, 332, 1470)
amtl-wetter-para: Wetteraussichten in Hessen am Samstag, den 13. Mai 1916: Zunehmende Bewölkung, zeitweise leichte Niederschläge, nachts etwas wärmer. (672, 996, 978, 1030)
met-header-label: Windstärke (858, 821, 868, 866)
met-cell: 89 (810, 908, 838, 921)
